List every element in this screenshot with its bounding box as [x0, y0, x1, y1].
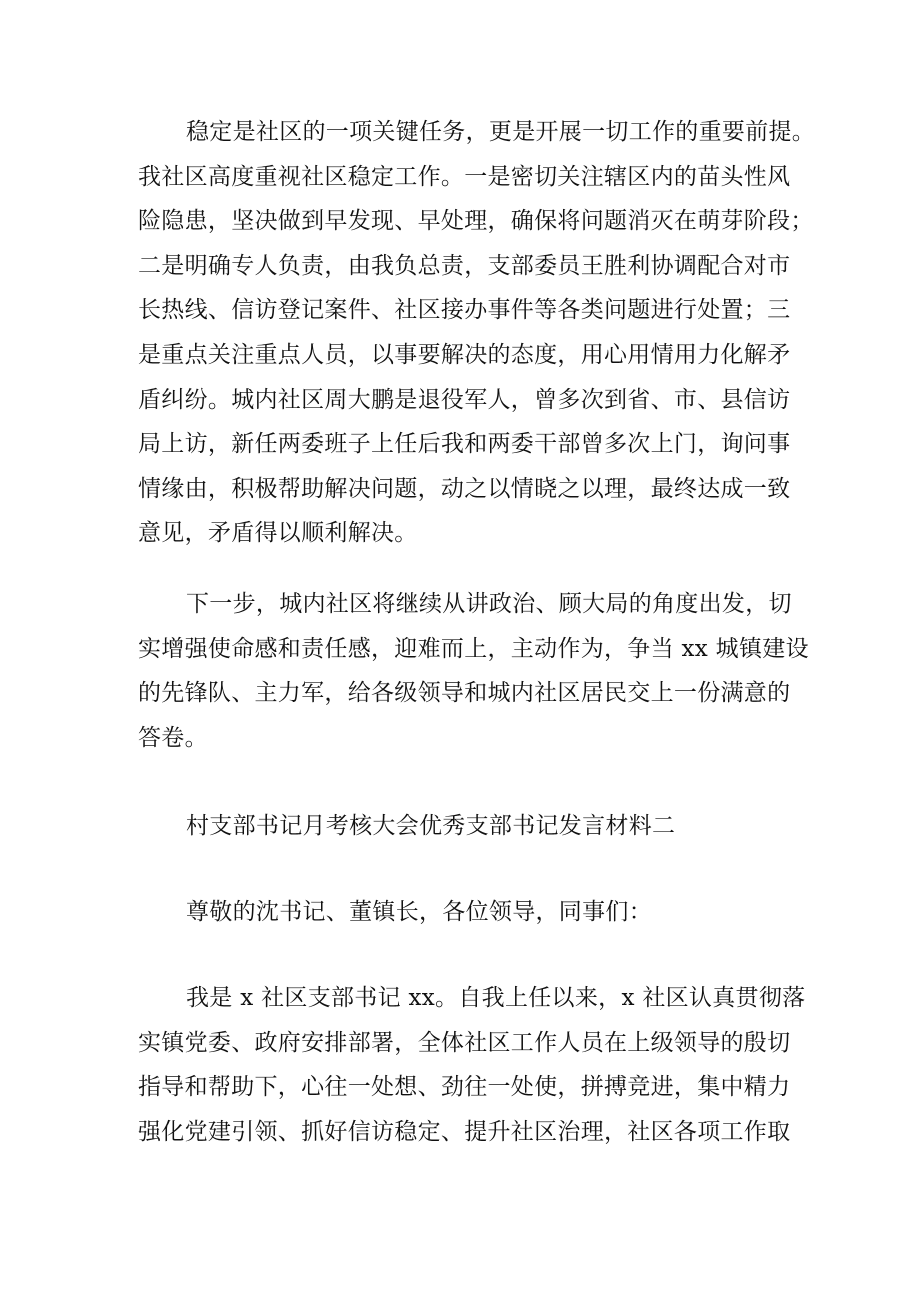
text-line: 稳定是社区的一项关键任务，更是开展一切工作的重要前提。: [186, 119, 816, 145]
paragraph-next-step: [138, 582, 809, 760]
text-line: 实增强使命感和责任感，迎难而上，主动作为，争当 xx 城镇建设: [138, 635, 809, 662]
text-line: 指导和帮助下，心往一处想、劲往一处使，拼搏竞进，集中精力: [138, 1074, 791, 1101]
text-line: 实镇党委、政府安排部署，全体社区工作人员在上级领导的殷切: [138, 1029, 791, 1056]
text-line: 长热线、信访登记案件、社区接办事件等各类问题进行处置；三: [138, 297, 791, 324]
text-line: 局上访，新任两委班子上任后我和两委干部曾多次上门，询问事: [138, 431, 791, 458]
text-line: 是重点关注重点人员，以事要解决的态度，用心用情用力化解矛: [138, 341, 791, 368]
paragraph-stability: [138, 110, 816, 556]
text-line: 我是 x 社区支部书记 xx。自我上任以来，x 社区认真贯彻落: [186, 985, 806, 1011]
text-line: 答卷。: [138, 724, 208, 751]
text-line: 强化党建引领、抓好信访稳定、提升社区治理，社区各项工作取: [138, 1118, 791, 1145]
text-line: 险隐患，坚决做到早发现、早处理，确保将问题消灭在萌芽阶段；: [138, 208, 814, 235]
text-line: 下一步，城内社区将继续从讲政治、顾大局的角度出发，切: [186, 591, 792, 617]
text-line: 意见，矛盾得以顺利解决。: [138, 520, 418, 547]
text-line: 盾纠纷。城内社区周大鹏是退役军人，曾多次到省、市、县信访: [138, 386, 791, 413]
text-line: 村支部书记月考核大会优秀支部书记发言材料二: [186, 813, 676, 839]
text-line: 的先锋队、主力军，给各级领导和城内社区居民交上一份满意的: [138, 680, 791, 707]
text-line: 尊敬的沈书记、董镇长，各位领导，同事们：: [186, 899, 652, 925]
text-line: 情缘由，积极帮助解决问题，动之以情晓之以理，最终达成一致: [138, 475, 791, 502]
salutation: [138, 890, 788, 935]
section-heading: [138, 804, 788, 849]
paragraph-introduction: [138, 976, 806, 1154]
text-line: 我社区高度重视社区稳定工作。一是密切关注辖区内的苗头性风: [138, 163, 791, 190]
text-line: 二是明确专人负责，由我负总责，支部委员王胜利协调配合对市: [138, 252, 791, 279]
